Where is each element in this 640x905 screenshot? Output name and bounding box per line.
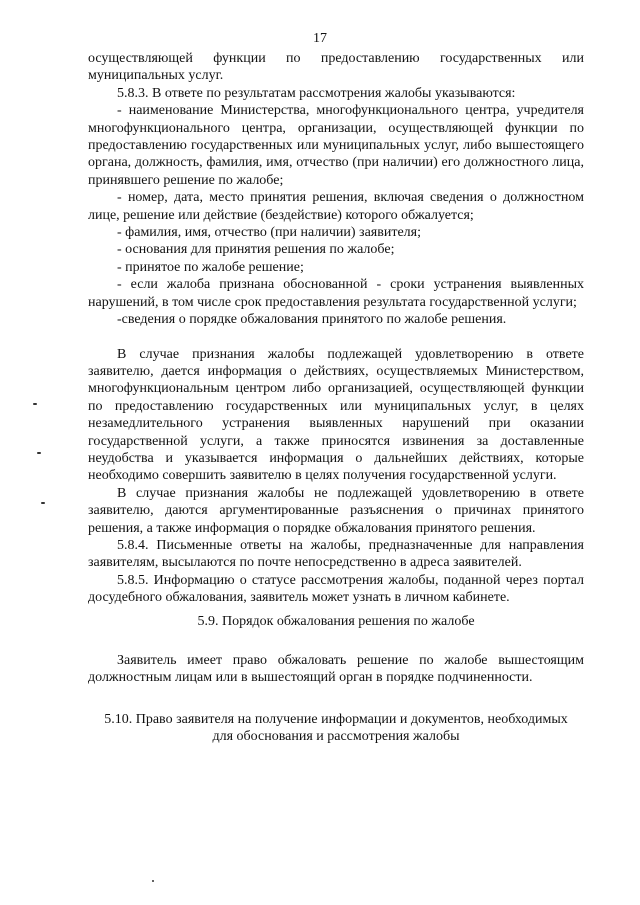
section-heading-5-9: 5.9. Порядок обжалования решения по жалобе [197, 613, 475, 629]
paragraph: -сведения о порядке обжалования принятого по жалобе решения. [117, 312, 507, 328]
paragraph-5-9: Заявитель имеет право обжаловать решение по жалобе вышестоящим должностным лицам или в вышестоящий орган в порядке подчиненности. [88, 653, 584, 686]
margin-mark [152, 880, 154, 882]
paragraph: В случае признания жалобы подлежащей удовлетворению в ответе заявителю, дается информация о действиях, осуществляемых Министерством, многофункциональным центром либо организацией, осуществляющей функции по предоставлению государственных или муниципальных услуг, в целях незамедлительного устранения выявленных нарушений при оказании государственной услуги, а также приносятся извинения за доставленные неудобства и указывается информация о дальнейших действиях, которые необходимо совершить заявителю в целях получения государственной услуги. [88, 346, 584, 484]
section-heading-5-10-line-1: 5.10. Право заявителя на получение информации и документов, необходимых [104, 711, 568, 727]
paragraph: 5.8.3. В ответе по результатам рассмотрения жалобы указываются: [117, 85, 516, 101]
paragraph: - номер, дата, место принятия решения, включая сведения о должностном лице, решение или действие (бездействие) которого обжалуется; [88, 190, 584, 223]
paragraph: - принятое по жалобе решение; [117, 259, 304, 275]
paragraph: 5.8.4. Письменные ответы на жалобы, предназначенные для направления заявителям, высылаются по почте непосредственно в адреса заявителей. [88, 537, 584, 571]
page-number: 17 [313, 31, 327, 46]
paragraph: - наименование Министерства, многофункционального центра, учредителя многофункционального центра, организации, осуществляющей функции по предоставлению государственных или муниципальных услуг, либо вышестоящего органа, должность, фамилия, имя, отчество (при наличии) его должностного лица, принявшего решение по жалобе; [88, 103, 584, 188]
paragraph: осуществляющей функции по предоставлению государственных или муниципальных услуг. [88, 51, 584, 84]
paragraph: - основания для принятия решения по жалобе; [117, 242, 395, 258]
paragraph: 5.8.5. Информацию о статусе рассмотрения жалобы, поданной через портал досудебного обжалования, заявитель может узнать в личном кабинете. [88, 572, 584, 606]
section-heading-5-10-line-2: для обоснования и рассмотрения жалобы [212, 729, 460, 745]
paragraph-list [88, 50, 584, 607]
document-body [88, 50, 584, 746]
paragraph: - фамилия, имя, отчество (при наличии) заявителя; [117, 225, 421, 241]
margin-mark [33, 403, 37, 405]
margin-mark [37, 452, 41, 454]
margin-mark [41, 502, 45, 504]
section-heading-5-10 [88, 711, 584, 746]
paragraph: В случае признания жалобы не подлежащей удовлетворению в ответе заявителю, даются аргументированные разъяснения о причинах принятого решения, а также информация о порядке обжалования принятого решения. [88, 485, 584, 536]
paragraph: - если жалоба признана обоснованной - сроки устранения выявленных нарушений, в том числе срок предоставления результата государственной услуги; [88, 277, 584, 310]
